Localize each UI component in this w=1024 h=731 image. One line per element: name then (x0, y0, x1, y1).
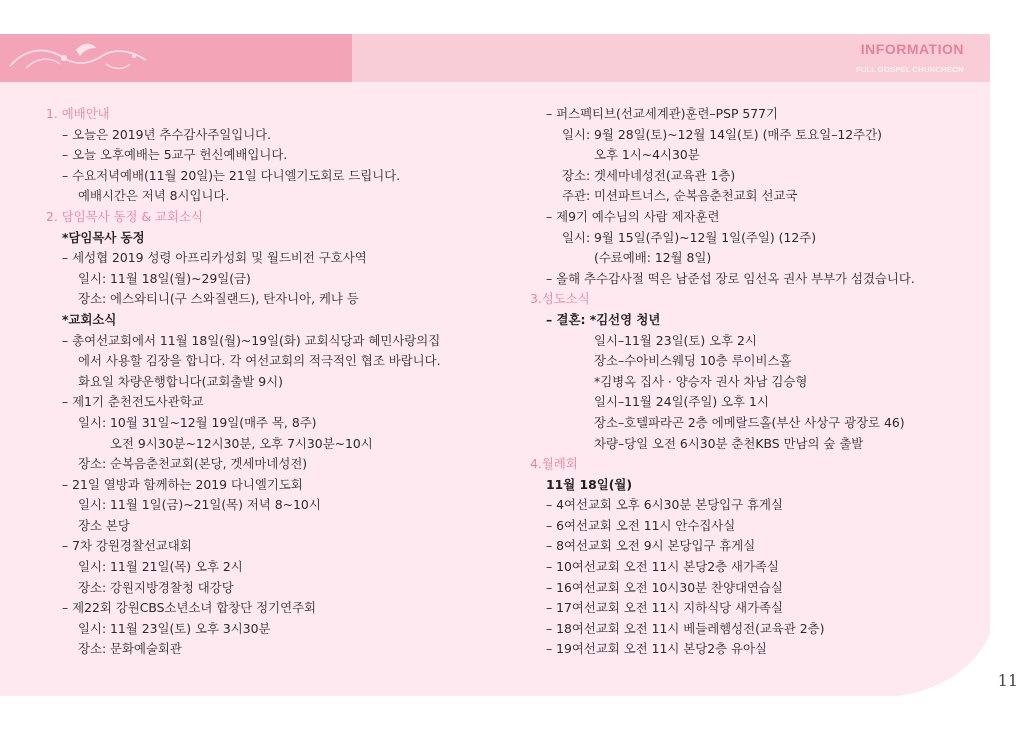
text-line: – 10여선교회 오전 11시 본당2층 새가족실 (546, 559, 779, 575)
left-column (46, 104, 441, 660)
text-line: 장소–호텔파라곤 2층 에메랄드홀(부산 사상구 광장로 46) (594, 414, 905, 430)
text-line: 오전 9시30분~12시30분, 오후 7시30분~10시 (110, 435, 373, 451)
text-line: *교회소식 (62, 311, 117, 327)
text-line: – 제22회 강원CBS소년소녀 합창단 정기연주회 (62, 600, 317, 616)
page-edge (990, 34, 1024, 696)
text-line: 에서 사용할 김장을 합니다. 각 여선교회의 적극적인 협조 바랍니다. (78, 353, 441, 369)
text-line: – 수요저녁예배(11월 20일)는 21일 다니엘기도회로 드립니다. (62, 167, 401, 183)
text-line: 화요일 차량운행합니다(교회출발 9시) (78, 373, 283, 389)
text-line: – 세성협 2019 성령 아프리카성회 및 월드비전 구호사역 (62, 250, 367, 266)
text-line: 장소: 순복음춘천교회(본당, 겟세마네성전) (78, 456, 308, 472)
text-line: 예배시간은 저녁 8시입니다. (78, 188, 230, 204)
text-line: 일시: 11월 21일(목) 오후 2시 (78, 559, 243, 575)
section-heading: 3.성도소식 (530, 291, 590, 307)
text-line: 일시: 11월 1일(금)~21일(목) 저녁 8~10시 (78, 497, 321, 513)
text-line: 오후 1시~4시30분 (594, 147, 700, 163)
header-subtitle: FULL GOSPEL CHUNCHEON (856, 65, 964, 74)
text-line: (수료예배: 12월 8일) (594, 250, 712, 266)
text-line: 11월 18일(월) (546, 476, 633, 492)
text-line: 일시: 11월 23일(토) 오후 3시30분 (78, 620, 271, 636)
text-line: – 오늘은 2019년 추수감사주일입니다. (62, 126, 272, 142)
section-heading: 4.월례회 (530, 456, 578, 472)
text-line: – 8여선교회 오전 9시 본당입구 휴게실 (546, 538, 756, 554)
page-number: 11 (997, 671, 1018, 690)
text-line: 일시–11월 23일(토) 오후 2시 (594, 332, 757, 348)
text-line: – 4여선교회 오후 6시30분 본당입구 휴게실 (546, 497, 783, 513)
text-line: – 18여선교회 오전 11시 베들레헴성전(교육관 2층) (546, 620, 825, 636)
text-line: – 19여선교회 오전 11시 본당2층 유아실 (546, 641, 767, 657)
floral-ornament-icon (6, 38, 156, 78)
text-line: 일시: 10월 31일~12월 19일(매주 목, 8주) (78, 414, 317, 430)
right-column (530, 104, 915, 660)
text-line: – 오늘 오후예배는 5교구 헌신예배입니다. (62, 147, 288, 163)
text-line: – 총여선교회에서 11월 18일(월)~19일(화) 교회식당과 혜민사랑의집 (62, 332, 441, 348)
text-line: – 17여선교회 오전 11시 지하식당 새가족실 (546, 600, 783, 616)
text-line: – 6여선교회 오전 11시 안수집사실 (546, 517, 736, 533)
text-line: 장소: 겟세마네성전(교육관 1층) (562, 167, 736, 183)
section-heading: 2. 담임목사 동정 & 교회소식 (46, 208, 203, 224)
text-line: 장소: 에스와티니(구 스와질랜드), 탄자니아, 케냐 등 (78, 291, 359, 307)
text-line: 주관: 미션파트너스, 순복음춘천교회 선교국 (562, 188, 798, 204)
text-line: 장소 본당 (78, 517, 130, 533)
text-line: – 결혼: *김선영 청년 (546, 311, 661, 327)
text-line: – 16여선교회 오전 10시30분 찬양대연습실 (546, 579, 783, 595)
text-line: 일시: 9월 15일(주일)~12월 1일(주일) (12주) (562, 229, 817, 245)
text-line: – 퍼스펙티브(선교세계관)훈련–PSP 577기 (546, 106, 778, 121)
text-line: 일시–11월 24일(주일) 오후 1시 (594, 394, 769, 410)
header-band-left (0, 34, 352, 82)
text-line: – 21일 열방과 함께하는 2019 다니엘기도회 (62, 476, 303, 492)
text-line: 장소: 강원지방경찰청 대강당 (78, 579, 234, 595)
text-line: – 제9기 예수님의 사람 제자훈련 (546, 208, 720, 224)
text-line: 일시: 9월 28일(토)~12월 14일(토) (매주 토요일–12주간) (562, 126, 882, 142)
text-line: – 7차 강원경찰선교대회 (62, 538, 192, 554)
header-title: INFORMATION (860, 41, 964, 57)
text-line: *담임목사 동정 (62, 229, 145, 245)
text-line: *김병옥 집사 · 양승자 권사 차남 김승형 (594, 373, 808, 389)
text-line: – 올해 추수감사절 떡은 남준섭 장로 임선옥 권사 부부가 섬겼습니다. (546, 270, 915, 286)
text-line: 장소–수아비스웨딩 10층 루이비스홀 (594, 353, 792, 369)
text-line: 장소: 문화예술회관 (78, 641, 182, 657)
text-line: – 제1기 춘천전도사관학교 (62, 394, 204, 410)
section-heading: 1. 예배안내 (46, 106, 110, 121)
header-band-right (352, 34, 990, 82)
text-line: 차량–당일 오전 6시30분 춘천KBS 만남의 숲 출발 (594, 435, 864, 451)
text-line: 일시: 11월 18일(월)~29일(금) (78, 270, 251, 286)
